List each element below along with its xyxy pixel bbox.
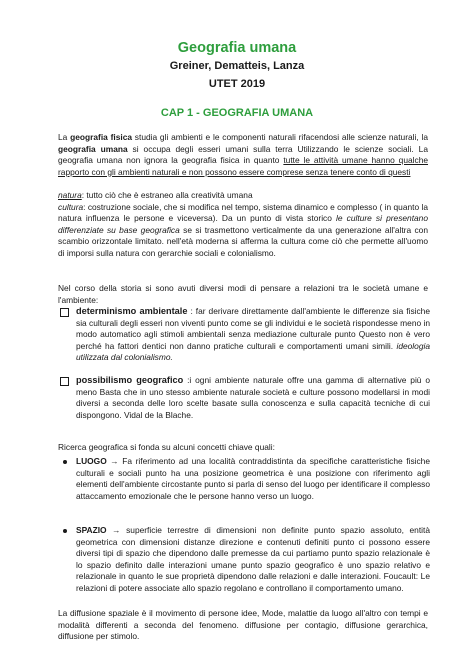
intro-paragraph — [58, 132, 428, 178]
document-edition: UTET 2019 — [208, 78, 266, 90]
bullet-icon — [63, 460, 67, 464]
term-cultura: cultura — [58, 201, 84, 212]
approach-term: determinismo ambientale — [76, 306, 188, 316]
definitions-paragraph — [58, 190, 428, 259]
term-geografia-fisica: geografia fisica — [70, 132, 133, 142]
term-natura: natura — [58, 190, 82, 200]
term-geografia-umana: geografia umana — [58, 143, 128, 154]
checkbox-icon — [60, 377, 69, 386]
cultura-definition — [58, 202, 428, 260]
bullet-icon — [63, 529, 67, 533]
closing-paragraph: La diffusione spaziale è il movimento di persone idee, Mode, malattie da luogo all'altro con tempi e modalità differenti a seconda del fenomeno. diffusione per contagio, diffusione gerarchica, diffusione per stimolo. — [58, 608, 428, 641]
arrow-icon: → — [106, 456, 123, 466]
approach-determinismo — [58, 306, 430, 364]
approach-term: possibilismo geografico — [76, 375, 184, 385]
document-authors: Greiner, Dematteis, Lanza — [169, 60, 305, 72]
approach-text: : far derivare direttamente dall'ambiente le differenze sia fisiche sia culturali degli esseri non viventi punto come se gli individui e le società rispondesse meno in modo automatico agli stimoli ambientali senza mediazione culturale punto Questo non è vero perché ha fattori dentici non danno pratiche culturali e comportamenti umani simili. — [76, 306, 430, 351]
approach-italic: ideologia utilizzata dal colonialismo. — [76, 340, 430, 362]
concept-spazio — [58, 525, 430, 594]
document-title: Geografia umana — [177, 40, 297, 56]
intro-text: La — [58, 132, 71, 142]
concept-luogo — [58, 456, 430, 502]
cultura-text: se si trasmettono verticalmente da una generazione all'altra con scambio orizzontale limitato. nell'età moderna si afferma la cultura come ciò che permette all'uomo di imporsi sulla natura con gerarchie sociali e colonialismo. — [58, 224, 428, 258]
history-paragraph: Nel corso della storia si sono avuti diversi modi di pensare a relazioni tra le società umane e l'ambiente: — [58, 283, 428, 305]
arrow-icon: → — [106, 525, 127, 535]
concept-term: LUOGO — [76, 456, 107, 466]
intro-text: si occupa degli esseri umani sulla terra Utilizzando le scienze sociali. La geografia umana non ignora la geografia fisica in quanto — [58, 143, 428, 165]
cultura-text: : costruzione sociale, che si modifica nel tempo, sistema dinamico e complesso ( in quanto la natura influenza le persone e viceversa). Da un punto di vista storico — [58, 201, 428, 223]
approach-possibilismo — [58, 375, 430, 421]
cultura-italic: le culture si presentano differenziate su base geografica — [58, 213, 429, 235]
chapter-heading: CAP 1 - GEOGRAFIA UMANA — [160, 107, 314, 119]
checkbox-icon — [60, 308, 69, 317]
approach-text: :i ogni ambiente naturale offre una gamma di alternative più o meno Basta che in uno stesso ambiente naturale società e culture possono modellarsi in modi diversi a seconda delle loro scelte basate sulla conoscenza e sulla capacità tecniche di cui dispongono. Vidal de la Blache. — [76, 375, 430, 420]
natura-text: : tutto ciò che è estraneo alla creatività umana — [81, 190, 253, 200]
natura-definition — [58, 190, 428, 202]
concept-text: superficie terrestre di dimensioni non definite punto spazio assoluto, entità geometrica con dimensioni distanze direzione e contenuti definiti punto ci possono essere diversi tipi di spazio che dipendono dalle premesse da cui partiamo punto spazio relazionale è lo spazio definito dalle interazioni umane punto spazio geografico è uno spazio relativo e relazionale in quanto le sue proprietà dipendono dalle relazioni e dalle interazioni. Foucault: Le relazioni di potere associate allo spazio regolano e controllano il comportamento umano. — [76, 525, 430, 593]
intro-text: studia gli ambienti e le componenti naturali rifacendosi alle scienze naturali, la — [132, 132, 428, 142]
research-paragraph: Ricerca geografica si fonda su alcuni concetti chiave quali: — [58, 442, 275, 452]
underlined-statement: tutte le attività umane hanno qualche rapporto con gli ambienti naturali e non possono essere comprese senza tenere conto di questi — [58, 155, 429, 177]
concept-term: SPAZIO — [76, 525, 107, 535]
concept-text: Fa riferimento ad una località contraddistinta da specifiche caratteristiche fisiche culturali e sociali punto ha una posizione geometrica è una posizione con riferimento agli elementi dell'ambiente circostante punto si parla di senso del luogo per identificare il complesso attaccamento emozionale che le persone hanno verso un luogo. — [76, 456, 431, 501]
